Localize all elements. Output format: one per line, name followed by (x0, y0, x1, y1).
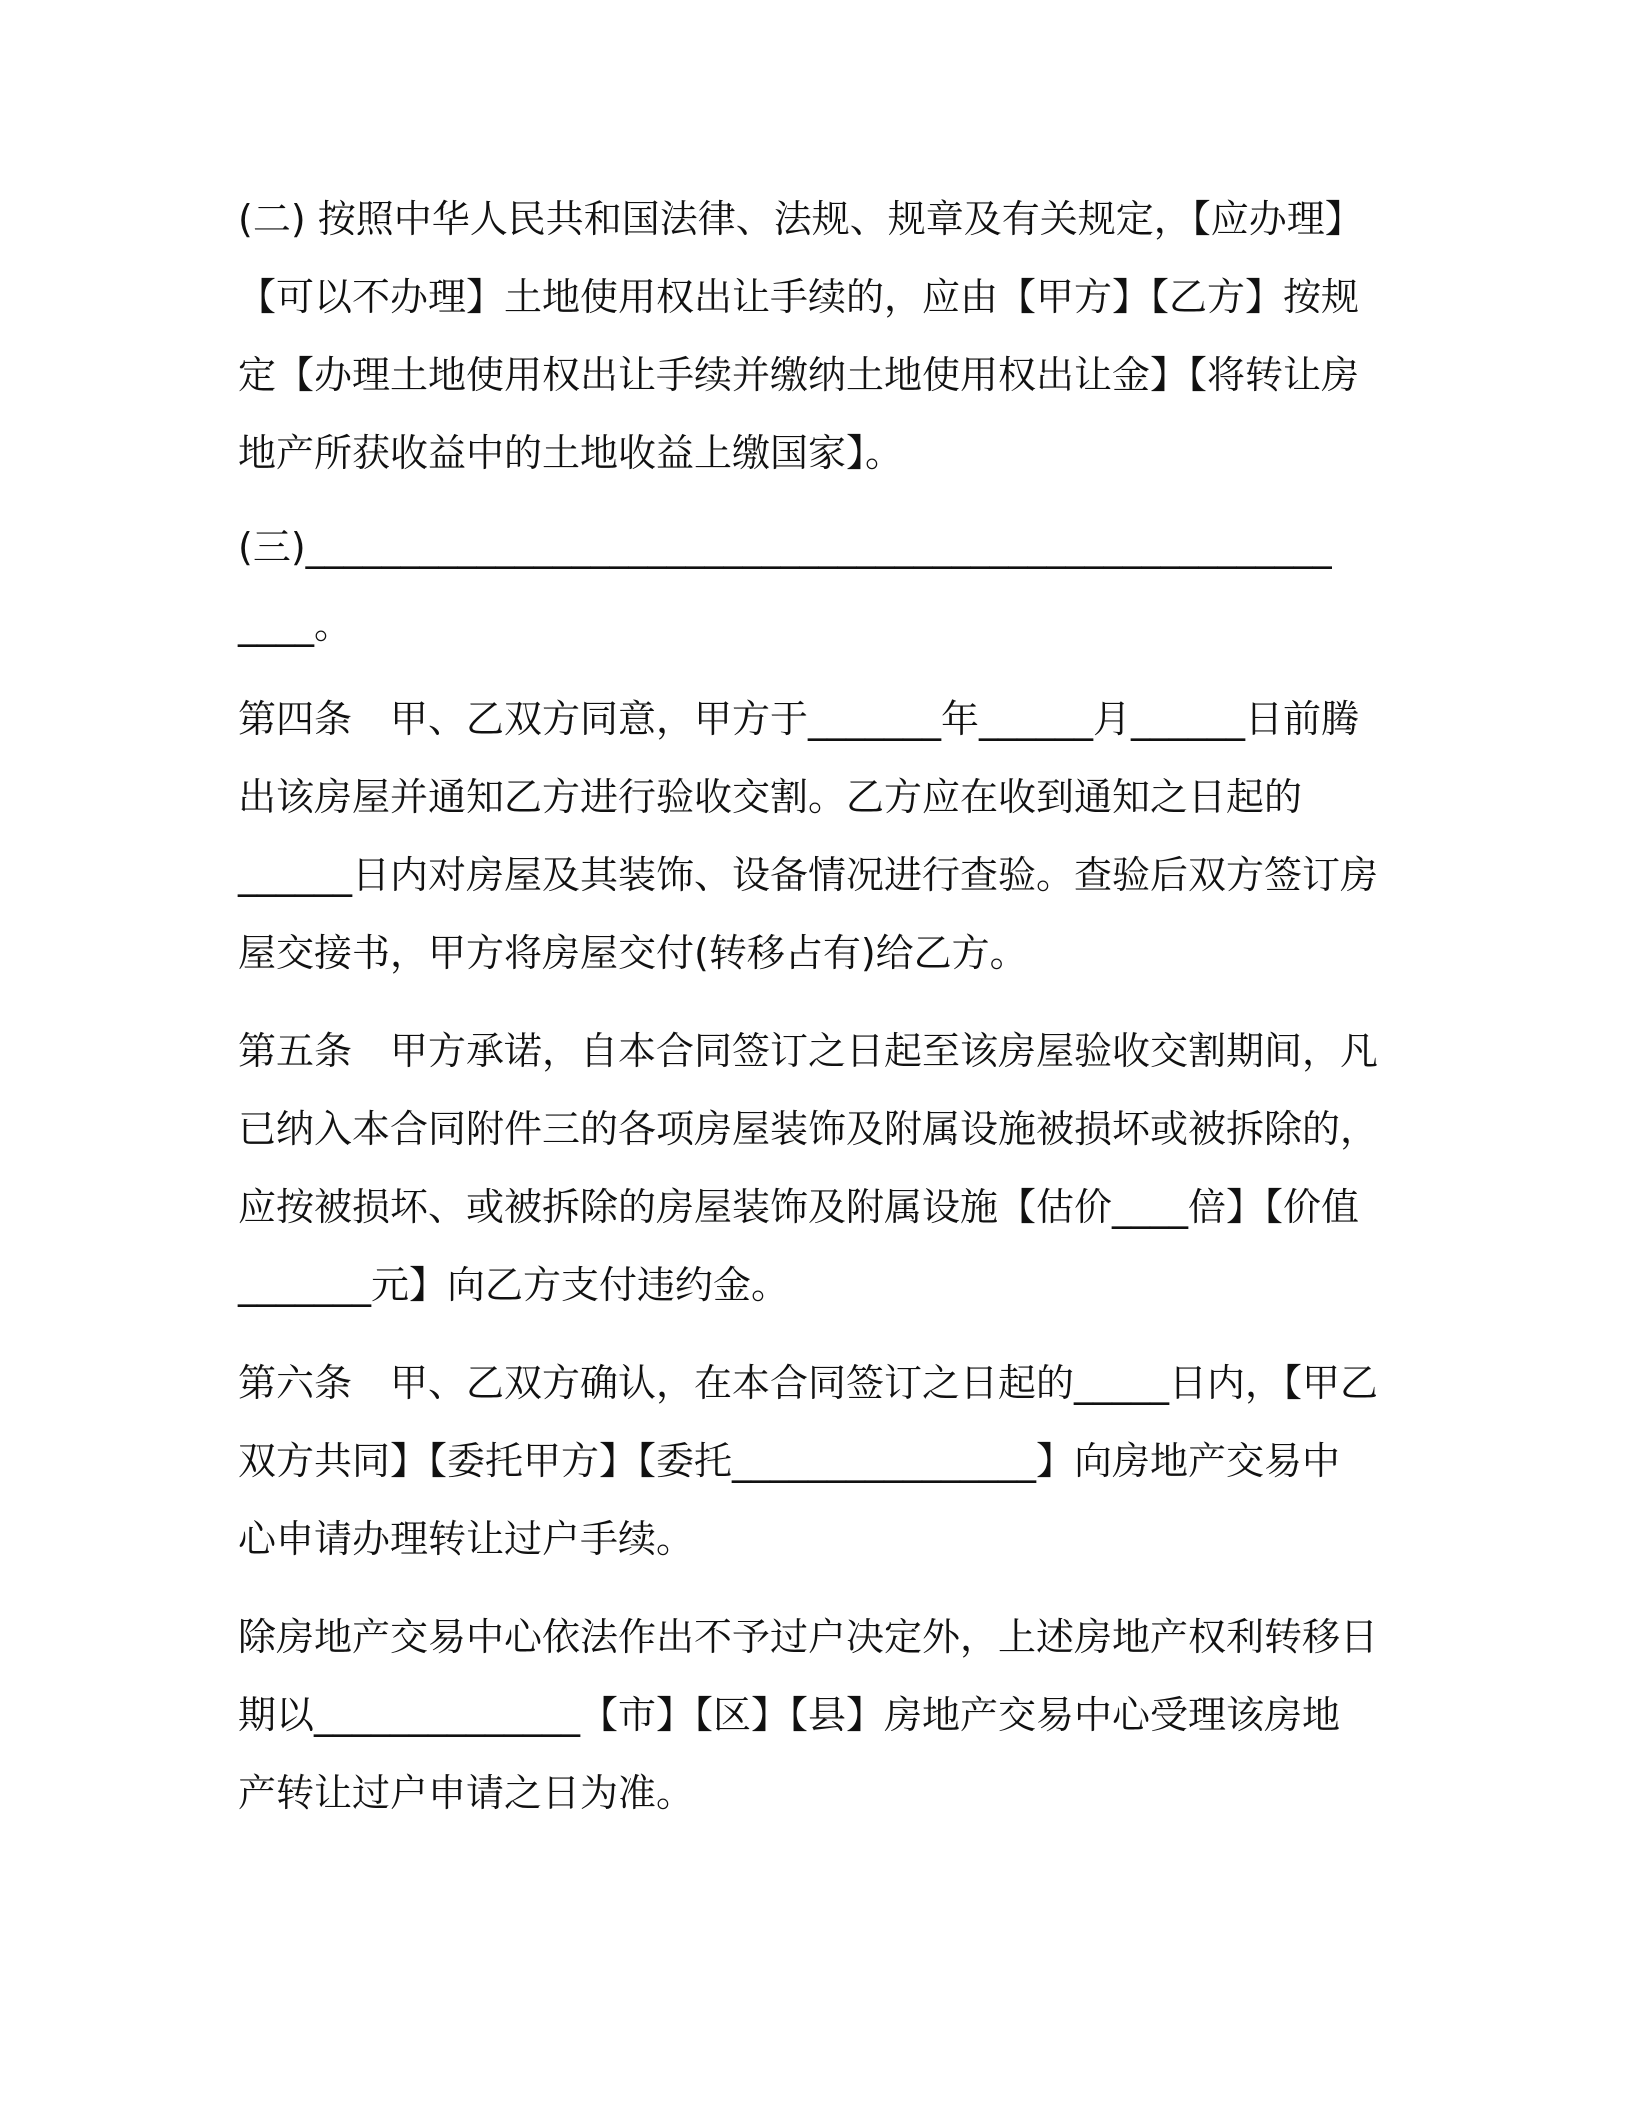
text-line: 出该房屋并通知乙方进行验收交割。乙方应在收到通知之日起的 (238, 775, 1303, 819)
text-line: ______日内对房屋及其装饰、设备情况进行查验。查验后双方签订房 (238, 853, 1379, 897)
article-5-paragraph (238, 1012, 1398, 1324)
clause-3-2-paragraph (238, 180, 1398, 492)
text-line: ____。 (238, 603, 353, 647)
text-line: 产转让过户申请之日为准。 (238, 1771, 695, 1815)
text-line: 地产所获收益中的土地收益上缴国家】。 (238, 431, 904, 475)
text-line: 第四条 甲、乙双方同意，甲方于_______年______月______日前腾 (238, 697, 1360, 741)
text-line: 第六条 甲、乙双方确认，在本合同签订之日起的_____日内，【甲乙 (238, 1361, 1379, 1405)
article-6-continuation-paragraph (238, 1598, 1398, 1832)
text-line: 定【办理土地使用权出让手续并缴纳土地使用权出让金】【将转让房 (238, 353, 1360, 397)
text-line: 第五条 甲方承诺，自本合同签订之日起至该房屋验收交割期间，凡 (238, 1029, 1379, 1073)
text-line: 【可以不办理】土地使用权出让手续的，应由【甲方】【乙方】按规 (238, 275, 1360, 319)
text-line: 已纳入本合同附件三的各项房屋装饰及附属设施被损坏或被拆除的， (238, 1107, 1379, 1151)
clause-3-3-paragraph (238, 508, 1398, 664)
text-line: 心申请办理转让过户手续。 (238, 1517, 695, 1561)
text-line: 期以______________【市】【区】【县】房地产交易中心受理该房地 (238, 1693, 1341, 1737)
text-line: 双方共同】【委托甲方】【委托________________】向房地产交易中 (238, 1439, 1341, 1483)
document-page (238, 180, 1398, 1852)
article-6-paragraph (238, 1344, 1398, 1578)
text-line: 应按被损坏、或被拆除的房屋装饰及附属设施【估价____倍】【价值 (238, 1185, 1360, 1229)
text-line: (二) 按照中华人民共和国法律、法规、规章及有关规定，【应办理】 (238, 197, 1363, 241)
text-line: 除房地产交易中心依法作出不予过户决定外，上述房地产权利转移日 (238, 1615, 1379, 1659)
text-line: (三)______________________________________________________ (238, 525, 1332, 569)
article-4-paragraph (238, 680, 1398, 992)
text-line: 屋交接书，甲方将房屋交付(转移占有)给乙方。 (238, 931, 1028, 975)
text-line: _______元】向乙方支付违约金。 (238, 1263, 790, 1307)
